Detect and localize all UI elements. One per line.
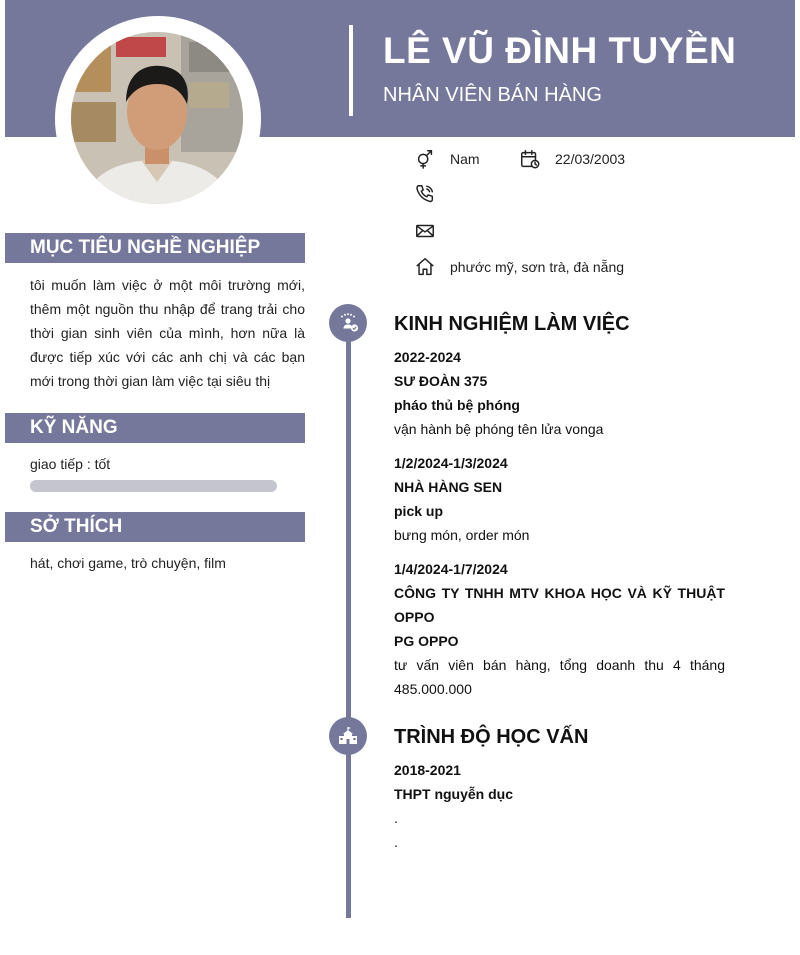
experience-role: pick up — [394, 503, 444, 519]
hobbies-text: hát, chơi game, trò chuyện, film — [30, 555, 226, 571]
dob-value: 22/03/2003 — [555, 151, 626, 167]
calendar-icon — [519, 148, 541, 170]
experience-company: NHÀ HÀNG SEN — [394, 479, 503, 495]
avatar-photo — [71, 32, 243, 204]
experience-period: 1/4/2024-1/7/2024 — [394, 561, 508, 577]
experience-period: 1/2/2024-1/3/2024 — [394, 455, 508, 471]
team-badge-icon — [336, 311, 360, 335]
education-period: 2018-2021 — [394, 762, 461, 778]
experience-description: bưng món, order món — [394, 527, 530, 543]
skill-level-bar — [30, 480, 277, 492]
phone-row — [414, 183, 450, 205]
home-icon — [414, 256, 436, 278]
education-detail: . — [394, 810, 398, 826]
experience-period: 2022-2024 — [394, 349, 461, 365]
experience-description: vận hành bệ phóng tên lửa vonga — [394, 421, 604, 437]
full-name: LÊ VŨ ĐÌNH TUYỀN — [383, 30, 737, 71]
gender-icon — [414, 148, 436, 170]
education-detail: . — [394, 834, 398, 850]
avatar — [71, 32, 243, 204]
hobbies-heading: SỞ THÍCH — [5, 512, 305, 542]
education-school: THPT nguyễn dục — [394, 786, 513, 802]
header-divider — [349, 25, 353, 116]
timeline-line — [346, 320, 351, 918]
experience-node — [329, 304, 367, 342]
experience-description: tư vấn viên bán hàng, tổng doanh thu 4 tháng 485.000.000 — [394, 657, 725, 697]
skill-label: giao tiếp : tốt — [30, 456, 111, 472]
objective-heading: MỤC TIÊU NGHỀ NGHIỆP — [5, 233, 305, 263]
education-heading: TRÌNH ĐỘ HỌC VẤN — [394, 726, 589, 748]
email-row — [414, 220, 450, 242]
mail-icon — [414, 220, 436, 242]
experience-role: pháo thủ bệ phóng — [394, 397, 520, 413]
school-icon — [336, 724, 360, 748]
skills-heading: KỸ NĂNG — [5, 413, 305, 443]
job-title: NHÂN VIÊN BÁN HÀNG — [383, 84, 602, 106]
skill-level-fill — [30, 480, 277, 492]
experience-heading: KINH NGHIỆM LÀM VIỆC — [394, 313, 630, 335]
address-row — [414, 256, 624, 278]
objective-text: tôi muốn làm việc ở một môi trường mới, thêm một nguồn thu nhập để trang trải cho thời gian sinh viên của mình, hơn nữa là được tiếp xúc với các anh chị và các bạn mới trong thời gian làm việc tại siêu thị — [30, 277, 305, 389]
experience-company: SƯ ĐOÀN 375 — [394, 373, 488, 389]
experience-company: CÔNG TY TNHH MTV KHOA HỌC VÀ KỸ THUẬT OPPO — [394, 585, 725, 625]
gender-row — [414, 148, 480, 170]
address-value: phước mỹ, sơn trà, đà nẵng — [450, 259, 625, 275]
dob-row — [519, 148, 625, 170]
experience-role: PG OPPO — [394, 633, 459, 649]
phone-icon — [414, 183, 436, 205]
gender-value: Nam — [450, 151, 480, 167]
education-node — [329, 717, 367, 755]
